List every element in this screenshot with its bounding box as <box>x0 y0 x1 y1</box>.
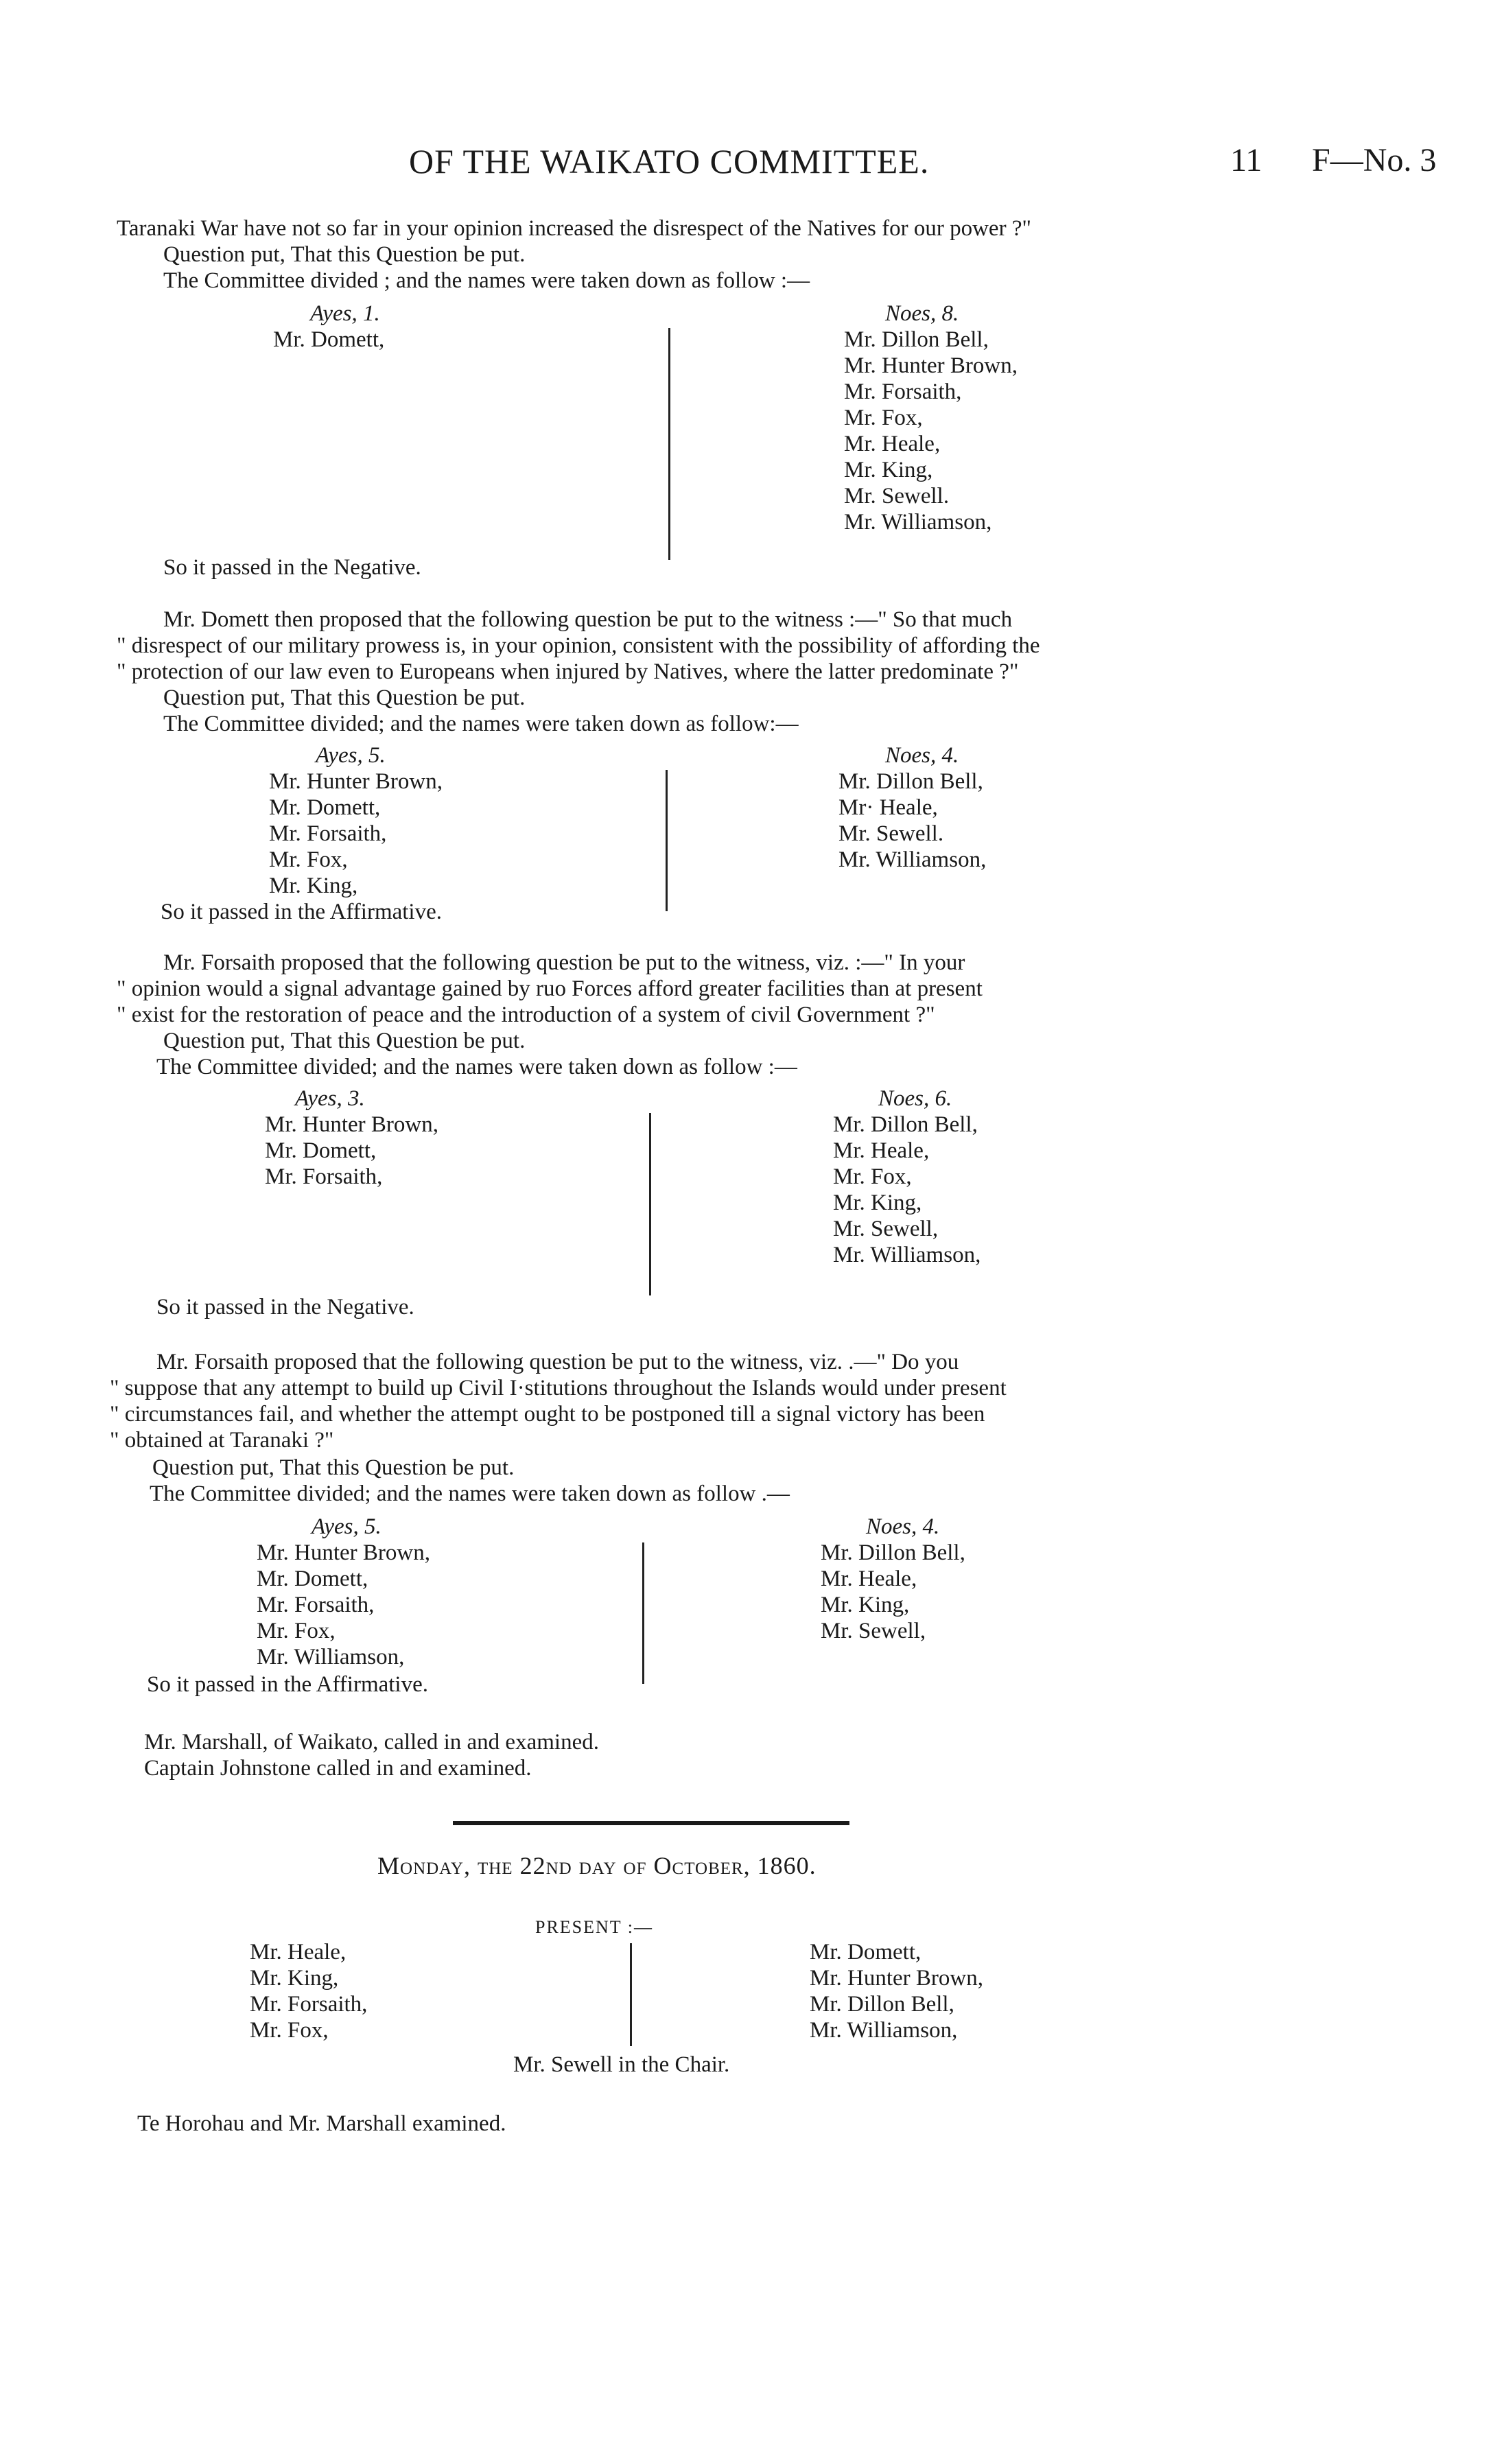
column-divider <box>668 328 670 560</box>
motion-line: Mr. Forsaith proposed that the following question be put to the witness, viz. .—" Do you <box>156 1350 959 1374</box>
no-member: Mr. Fox, <box>844 406 923 430</box>
committee-divided: The Committee divided; and the names were taken down as follow :— <box>156 1055 797 1079</box>
no-member: Mr. Dillon Bell, <box>821 1540 965 1565</box>
question-put: Question put, That this Question be put. <box>163 685 526 710</box>
ayes-list <box>257 1540 430 1670</box>
column-divider <box>666 770 668 911</box>
ayes-heading: Ayes, 5. <box>316 743 386 768</box>
no-member: Mr. Forsaith, <box>844 379 962 404</box>
ayes-list <box>273 327 384 353</box>
aye-member: Mr. Domett, <box>265 1138 377 1163</box>
aye-member: Mr. Forsaith, <box>269 821 387 846</box>
noes-list <box>833 1112 981 1268</box>
motion-line: " opinion would a signal advantage gained by ruo Forces afford greater facilities than at present <box>117 976 983 1001</box>
no-member: Mr. Sewell, <box>821 1619 926 1643</box>
section-rule <box>453 1821 849 1825</box>
header-title: OF THE WAIKATO COMMITTEE. <box>409 142 930 180</box>
meeting-date: Monday, the 22nd day of October, 1860. <box>377 1852 817 1879</box>
aye-member: Mr. Fox, <box>257 1619 336 1643</box>
aye-member: Mr. Williamson, <box>257 1645 405 1669</box>
present-left-column <box>250 1939 367 2043</box>
no-member: Mr. Heale, <box>821 1567 917 1591</box>
no-member: Mr. Sewell. <box>838 821 944 846</box>
noes-list <box>838 768 986 873</box>
no-member: Mr. Dillon Bell, <box>833 1112 978 1137</box>
aye-member: Mr. King, <box>269 873 358 898</box>
motion-line: " protection of our law even to Europeans when injured by Natives, where the latter predominate ?" <box>117 659 1019 684</box>
examined-line: Mr. Marshall, of Waikato, called in and examined. <box>144 1730 599 1755</box>
aye-member: Mr. Hunter Brown, <box>269 769 443 794</box>
question-put: Question put, That this Question be put. <box>163 1029 526 1053</box>
no-member: Mr. Hunter Brown, <box>844 353 1018 378</box>
present-member: Mr. Hunter Brown, <box>810 1966 983 1991</box>
noes-list <box>821 1540 965 1644</box>
present-member: Mr. Fox, <box>250 2018 329 2043</box>
division-result: So it passed in the Affirmative. <box>147 1672 429 1697</box>
noes-list <box>844 327 1018 535</box>
document-reference: F—No. 3 <box>1312 142 1437 178</box>
ayes-list <box>265 1112 438 1190</box>
no-member: Mr. Sewell. <box>844 484 950 508</box>
aye-member: Mr. Forsaith, <box>257 1593 375 1617</box>
aye-member: Mr. Domett, <box>273 327 385 352</box>
motion-line: Mr. Forsaith proposed that the following question be put to the witness, viz. :—" In your <box>163 950 965 975</box>
motion-line: " exist for the restoration of peace and the introduction of a system of civil Government ?" <box>117 1002 935 1027</box>
column-divider <box>630 1943 632 2046</box>
question-put: Question put, That this Question be put. <box>152 1455 515 1480</box>
no-member: Mr. Fox, <box>833 1164 912 1189</box>
aye-member: Mr. Hunter Brown, <box>265 1112 438 1137</box>
no-member: Mr. King, <box>844 458 933 482</box>
no-member: Mr. Williamson, <box>833 1243 981 1267</box>
no-member: Mr. Sewell, <box>833 1217 939 1241</box>
examined-line: Captain Johnstone called in and examined. <box>144 1756 532 1781</box>
aye-member: Mr. Forsaith, <box>265 1164 383 1189</box>
present-member: Mr. Domett, <box>810 1940 921 1964</box>
noes-heading: Noes, 6. <box>878 1086 952 1111</box>
present-member: Mr. King, <box>250 1966 339 1991</box>
no-member: Mr. Heale, <box>844 432 941 456</box>
chair-line: Mr. Sewell in the Chair. <box>513 2052 730 2077</box>
division-result: So it passed in the Negative. <box>156 1295 414 1319</box>
motion-line: " obtained at Taranaki ?" <box>110 1428 334 1453</box>
present-member: Mr. Forsaith, <box>250 1992 368 2017</box>
column-divider <box>649 1113 651 1295</box>
present-label: PRESENT :— <box>535 1917 653 1937</box>
present-member: Mr. Dillon Bell, <box>810 1992 954 2017</box>
no-member: Mr. Dillon Bell, <box>838 769 983 794</box>
present-member: Mr. Heale, <box>250 1940 347 1964</box>
ayes-heading: Ayes, 1. <box>310 301 380 326</box>
question-put: Question put, That this Question be put. <box>163 242 526 267</box>
motion-line: " disrespect of our military prowess is, in your opinion, consistent with the possibility of affording the <box>117 633 1040 658</box>
noes-heading: Noes, 8. <box>885 301 959 326</box>
closing-line: Te Horohau and Mr. Marshall examined. <box>137 2111 506 2136</box>
running-header <box>0 141 1491 189</box>
committee-divided: The Committee divided ; and the names were taken down as follow :— <box>163 268 810 293</box>
aye-member: Mr. Hunter Brown, <box>257 1540 430 1565</box>
noes-heading: Noes, 4. <box>885 743 959 768</box>
no-member: Mr. Heale, <box>833 1138 930 1163</box>
no-member: Mr. Williamson, <box>844 510 992 535</box>
present-member: Mr. Williamson, <box>810 2018 958 2043</box>
division-result: So it passed in the Affirmative. <box>161 900 443 924</box>
no-member: Mr. King, <box>833 1190 922 1215</box>
continued-question: Taranaki War have not so far in your opinion increased the disrespect of the Natives for our power ?" <box>117 216 1031 241</box>
motion-line: " circumstances fail, and whether the attempt ought to be postponed till a signal victory has been <box>110 1402 985 1427</box>
motion-line: " suppose that any attempt to build up Civil I·stitutions throughout the Islands would under present <box>110 1376 1007 1400</box>
no-member: Mr. Williamson, <box>838 847 987 872</box>
no-member: Mr· Heale, <box>838 795 938 820</box>
aye-member: Mr. Domett, <box>269 795 381 820</box>
no-member: Mr. King, <box>821 1593 910 1617</box>
noes-heading: Noes, 4. <box>866 1514 940 1539</box>
present-right-column <box>810 1939 983 2043</box>
ayes-list <box>269 768 443 899</box>
division-result: So it passed in the Negative. <box>163 555 421 580</box>
aye-member: Mr. Domett, <box>257 1567 368 1591</box>
column-divider <box>642 1542 644 1684</box>
aye-member: Mr. Fox, <box>269 847 348 872</box>
ayes-heading: Ayes, 5. <box>312 1514 381 1539</box>
no-member: Mr. Dillon Bell, <box>844 327 989 352</box>
motion-line: Mr. Domett then proposed that the following question be put to the witness :—" So that much <box>163 607 1013 632</box>
committee-divided: The Committee divided; and the names were taken down as follow .— <box>150 1481 790 1506</box>
committee-divided: The Committee divided; and the names were taken down as follow:— <box>163 712 799 736</box>
page-number: 11 <box>1230 142 1263 178</box>
ayes-heading: Ayes, 3. <box>295 1086 365 1111</box>
